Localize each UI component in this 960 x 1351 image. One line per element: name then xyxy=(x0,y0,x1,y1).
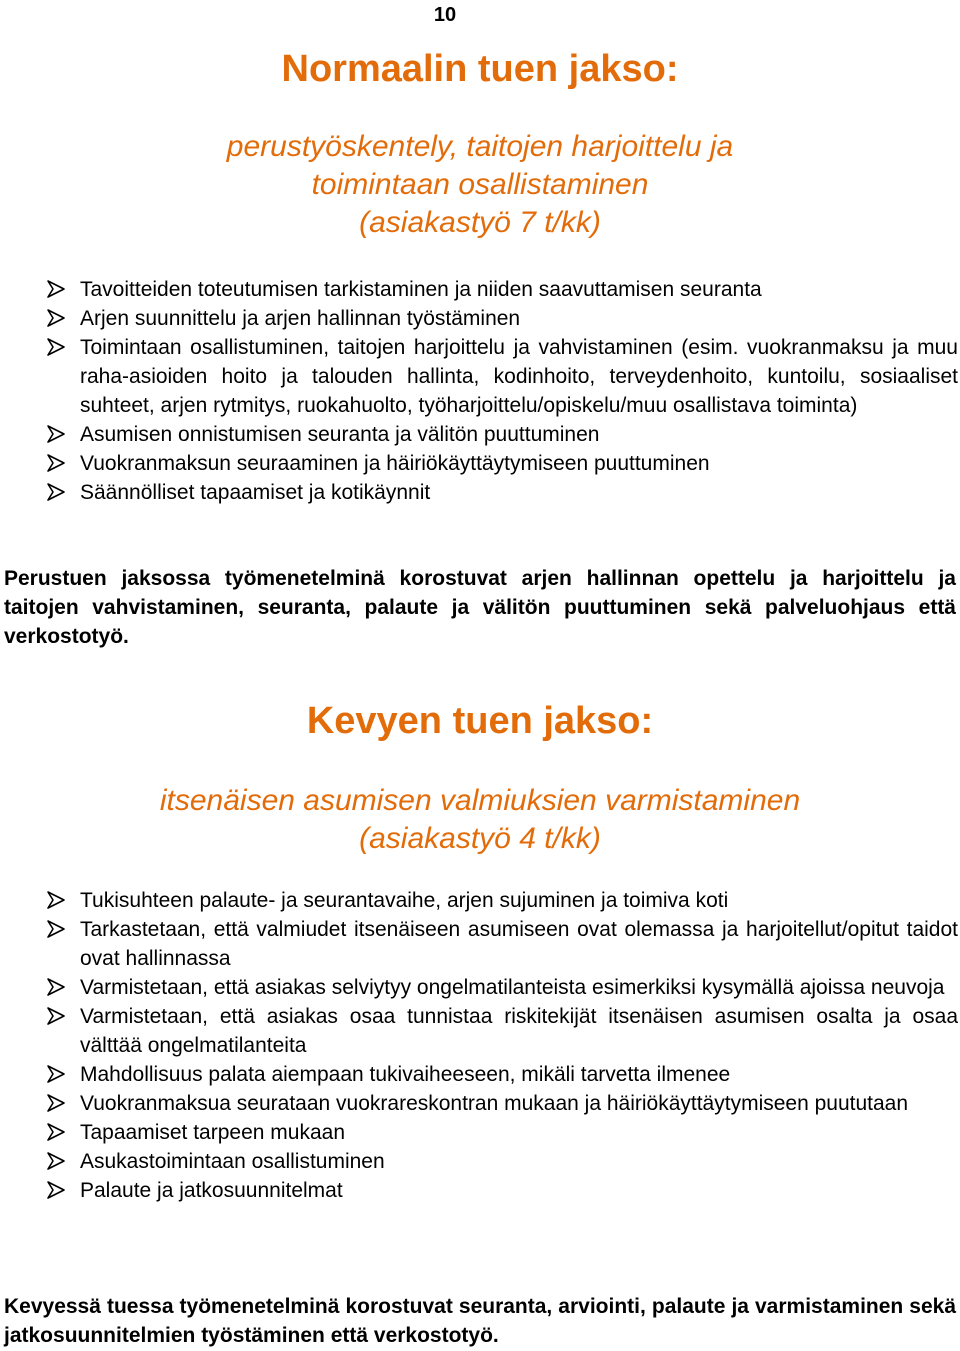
arrowhead-bullet-icon xyxy=(46,977,66,997)
list-item-text: Varmistetaan, että asiakas osaa tunnistaa riskitekijät itsenäisen asumisen osalta ja osaa välttää ongelmatilanteita xyxy=(80,1005,958,1057)
list-item xyxy=(46,1089,958,1118)
list-item xyxy=(46,915,958,973)
list-item xyxy=(46,478,958,507)
section1-bullet-list xyxy=(46,275,958,507)
list-item xyxy=(46,1060,958,1089)
list-item xyxy=(46,1147,958,1176)
section1-subtitle-line: toimintaan osallistaminen xyxy=(311,168,649,201)
arrowhead-bullet-icon xyxy=(46,1006,66,1026)
list-item xyxy=(46,1002,958,1060)
list-item-text: Asukastoimintaan osallistuminen xyxy=(80,1150,385,1173)
list-item xyxy=(46,449,958,478)
arrowhead-bullet-icon xyxy=(46,308,66,328)
list-item-text: Toimintaan osallistuminen, taitojen harjoittelu ja vahvistaminen (esim. vuokranmaksu ja muu raha-asioiden hoito ja talouden hallinta, kodinhoito, terveydenhoito, kuntoilu, sosiaaliset suhteet, arjen rytmitys, ruokahuolto, työharjoittelu/opiskelu/muu osallistava toiminta) xyxy=(80,336,958,417)
list-item-text: Tavoitteiden toteutumisen tarkistaminen ja niiden saavuttamisen seuranta xyxy=(80,278,762,301)
list-item-text: Vuokranmaksun seuraaminen ja häiriökäyttäytymiseen puuttuminen xyxy=(80,452,710,475)
list-item-text: Säännölliset tapaamiset ja kotikäynnit xyxy=(80,481,431,504)
section2-subtitle-line: (asiakastyö 4 t/kk) xyxy=(359,822,601,855)
page-number: 10 xyxy=(433,4,457,26)
arrowhead-bullet-icon xyxy=(46,1122,66,1142)
list-item xyxy=(46,1118,958,1147)
section1-title: Normaalin tuen jakso: xyxy=(281,48,679,90)
list-item-text: Asumisen onnistumisen seuranta ja välitön puuttuminen xyxy=(80,423,600,446)
section2-subtitle xyxy=(0,782,960,858)
section2-bullet-list xyxy=(46,886,958,1205)
arrowhead-bullet-icon xyxy=(46,453,66,473)
list-item-text: Tarkastetaan, että valmiudet itsenäiseen asumiseen ovat olemassa ja harjoitellut/opitut taidot ovat hallinnassa xyxy=(80,918,958,970)
arrowhead-bullet-icon xyxy=(46,1093,66,1113)
list-item-text: Tapaamiset tarpeen mukaan xyxy=(80,1121,345,1144)
list-item-text: Varmistetaan, että asiakas selviytyy ongelmatilanteista esimerkiksi kysymällä ajoissa neuvoja xyxy=(80,976,945,999)
arrowhead-bullet-icon xyxy=(46,890,66,910)
arrowhead-bullet-icon xyxy=(46,1064,66,1084)
section2-summary: Kevyessä tuessa työmenetelminä korostuvat seuranta, arviointi, palaute ja varmistaminen sekä jatkosuunnitelmien työstäminen että verkostotyö. xyxy=(4,1295,956,1347)
list-item xyxy=(46,304,958,333)
section1-subtitle-line: perustyöskentely, taitojen harjoittelu ja xyxy=(226,130,734,163)
arrowhead-bullet-icon xyxy=(46,919,66,939)
section1-subtitle-line: (asiakastyö 7 t/kk) xyxy=(359,206,601,239)
arrowhead-bullet-icon xyxy=(46,279,66,299)
list-item xyxy=(46,886,958,915)
list-item-text: Tukisuhteen palaute- ja seurantavaihe, arjen sujuminen ja toimiva koti xyxy=(80,889,729,912)
arrowhead-bullet-icon xyxy=(46,1151,66,1171)
list-item-text: Arjen suunnittelu ja arjen hallinnan työstäminen xyxy=(80,307,521,330)
list-item xyxy=(46,1176,958,1205)
section2-title: Kevyen tuen jakso: xyxy=(306,700,654,742)
section1-subtitle xyxy=(0,128,960,242)
list-item-text: Mahdollisuus palata aiempaan tukivaiheeseen, mikäli tarvetta ilmenee xyxy=(80,1063,731,1086)
arrowhead-bullet-icon xyxy=(46,482,66,502)
arrowhead-bullet-icon xyxy=(46,1180,66,1200)
section1-summary: Perustuen jaksossa työmenetelminä korostuvat arjen hallinnan opettelu ja harjoittelu ja taitojen vahvistaminen, seuranta, palaute ja välitön puuttuminen sekä palveluohjaus että verkostotyö. xyxy=(4,567,956,648)
list-item xyxy=(46,420,958,449)
list-item-text: Vuokranmaksua seurataan vuokrareskontran mukaan ja häiriökäyttäytymiseen puututaan xyxy=(80,1092,909,1115)
list-item xyxy=(46,333,958,420)
section2-subtitle-line: itsenäisen asumisen valmiuksien varmistaminen xyxy=(159,784,801,817)
list-item xyxy=(46,275,958,304)
list-item-text: Palaute ja jatkosuunnitelmat xyxy=(80,1179,343,1202)
list-item xyxy=(46,973,958,1002)
arrowhead-bullet-icon xyxy=(46,337,66,357)
arrowhead-bullet-icon xyxy=(46,424,66,444)
